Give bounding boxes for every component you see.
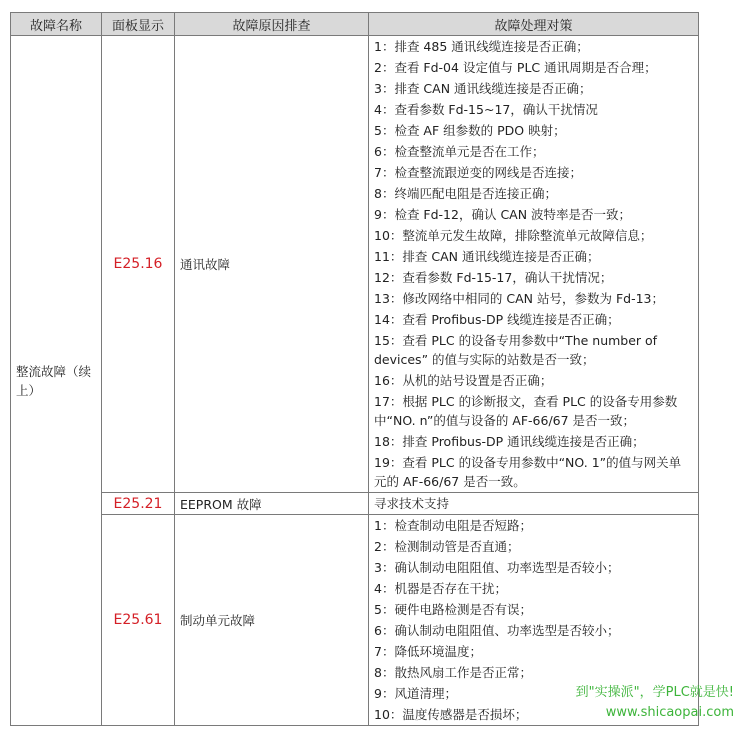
table-row: [11, 36, 699, 493]
list-item: 10：温度传感器是否损坏；: [374, 707, 528, 722]
step-list: [374, 493, 693, 514]
fault-code-cell: E25.16: [102, 36, 175, 493]
header-countermeasure: 故障处理对策: [369, 13, 699, 36]
list-item: 2：检测制动管是否直通；: [374, 539, 520, 554]
step-list: [374, 36, 693, 492]
list-item: 17：根据 PLC 的诊断报文，查看 PLC 的设备专用参数中“NO. n”的值与设备的 AF-66/67 是否一致；: [374, 394, 678, 428]
fault-cause-cell: 通讯故障: [175, 36, 369, 493]
list-item: 7：降低环境温度；: [374, 644, 482, 659]
list-item: 10：整流单元发生故障，排除整流单元故障信息；: [374, 228, 653, 243]
header-panel-display: 面板显示: [102, 13, 175, 36]
list-item: 19：查看 PLC 的设备专用参数中“NO. 1”的值与网关单元的 AF-66/67 是否一致。: [374, 455, 682, 489]
list-item: 6：确认制动电阻阻值、功率选型是否较小；: [374, 623, 620, 638]
list-item: 11：排查 CAN 通讯线缆连接是否正确；: [374, 249, 600, 264]
list-item: 15：查看 PLC 的设备专用参数中“The number of devices” 的值与实际的站数是否一致；: [374, 333, 658, 367]
list-item: 7：检查整流跟逆变的网线是否连接；: [374, 165, 582, 180]
watermark: [576, 683, 734, 723]
list-item: 4：查看参数 Fd-15~17，确认干扰情况: [374, 102, 598, 117]
list-item: 12：查看参数 Fd-15-17，确认干扰情况；: [374, 270, 613, 285]
list-item: 8：终端匹配电阻是否连接正确；: [374, 186, 557, 201]
list-item: 3：确认制动电阻阻值、功率选型是否较小；: [374, 560, 620, 575]
list-item: 1：排查 485 通讯线缆连接是否正确；: [374, 39, 589, 54]
list-item: 6：检查整流单元是否在工作；: [374, 144, 545, 159]
watermark-url: www.shicaopai.com: [605, 705, 734, 720]
list-item: 3：排查 CAN 通讯线缆连接是否正确；: [374, 81, 592, 96]
watermark-slogan: 到"实操派"，学PLC就是快!: [575, 685, 734, 700]
countermeasure-cell: [369, 493, 699, 515]
list-item: 2：查看 Fd-04 设定值与 PLC 通讯周期是否合理；: [374, 60, 657, 75]
header-fault-name: 故障名称: [11, 13, 102, 36]
countermeasure-cell: [369, 36, 699, 493]
list-item: 14：查看 Profibus-DP 线缆连接是否正确；: [374, 312, 620, 327]
fault-table: [10, 12, 699, 726]
list-item: 4：机器是否存在干扰；: [374, 581, 507, 596]
list-item: 1：检查制动电阻是否短路；: [374, 518, 532, 533]
list-item: 寻求技术支持: [374, 496, 450, 511]
table-row: [11, 493, 699, 515]
list-item: 5：硬件电路检测是否有误；: [374, 602, 532, 617]
list-item: 18：排查 Profibus-DP 通讯线缆连接是否正确；: [374, 434, 645, 449]
fault-cause-cell: 制动单元故障: [175, 515, 369, 726]
list-item: 13：修改网络中相同的 CAN 站号，参数为 Fd-13；: [374, 291, 664, 306]
list-item: 8：散热风扇工作是否正常；: [374, 665, 532, 680]
fault-code-cell: E25.61: [102, 515, 175, 726]
list-item: 5：检查 AF 组参数的 PDO 映射；: [374, 123, 566, 138]
fault-cause-cell: EEPROM 故障: [175, 493, 369, 515]
list-item: 9：检查 Fd-12，确认 CAN 波特率是否一致；: [374, 207, 632, 222]
header-cause-check: 故障原因排查: [175, 13, 369, 36]
list-item: 16：从机的站号设置是否正确；: [374, 373, 553, 388]
list-item: 9：风道清理；: [374, 686, 457, 701]
fault-name-cell: 整流故障（续上）: [11, 36, 102, 726]
table-header-row: [11, 13, 699, 36]
fault-code-cell: E25.21: [102, 493, 175, 515]
